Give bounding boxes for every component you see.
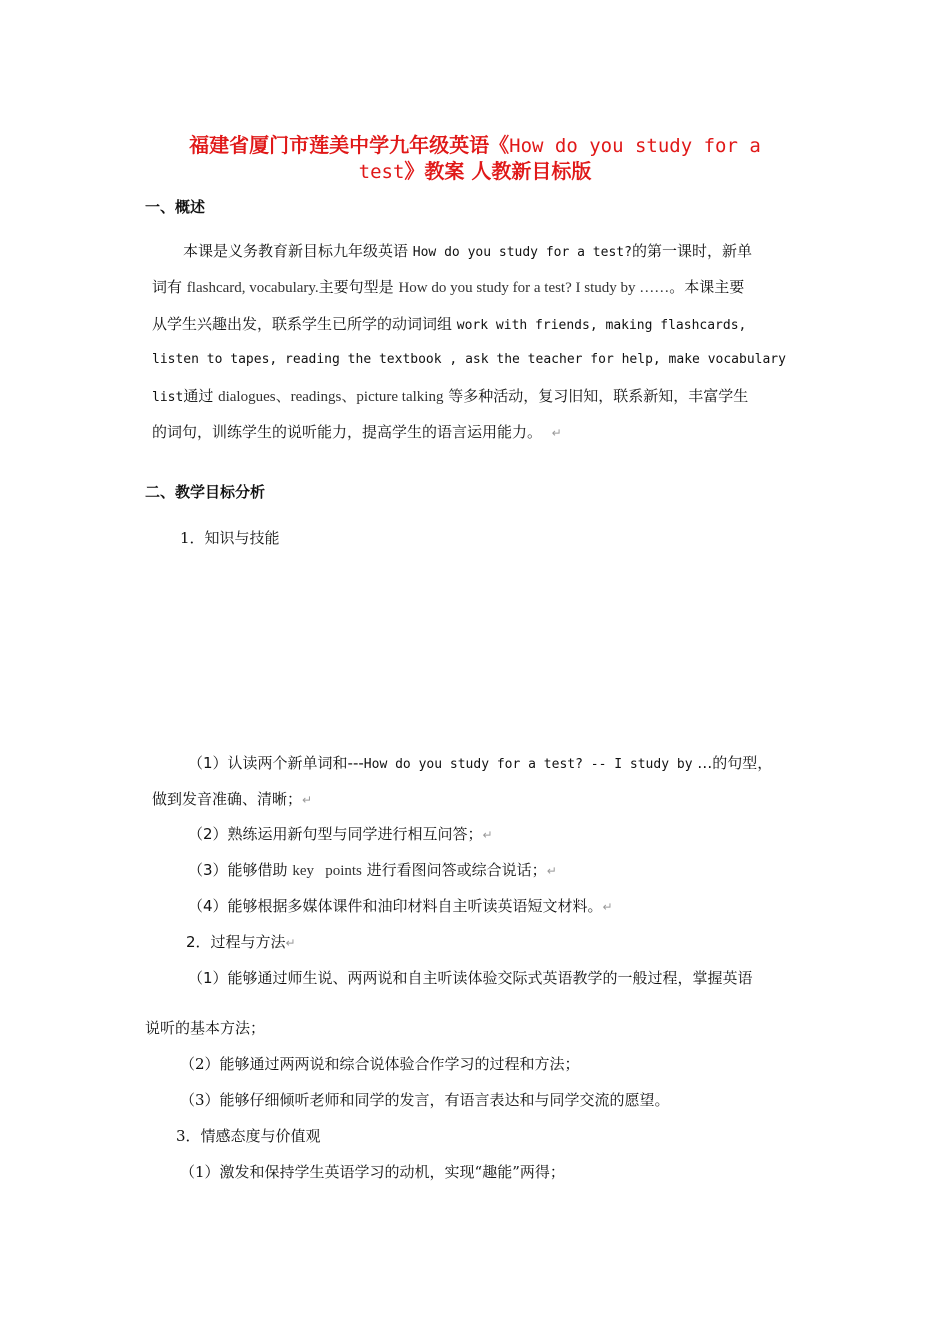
text-run: work with friends, making flashcards, (456, 318, 747, 333)
text-run: 做到发音准确、清晰； (152, 790, 303, 808)
overview-line-4: listen to tapes, reading the textbook , ask the teacher for help, make vocabulary (152, 352, 786, 367)
subheading-knowledge-skills: 1．知识与技能 (180, 529, 280, 547)
text-run: 从学生兴趣出发，联系学生已所学的动词词组 (152, 315, 457, 333)
paragraph-mark-icon: ↵ (482, 828, 493, 842)
title-part-cn1: 福建省厦门市莲美中学九年级英语《 (189, 133, 510, 157)
knowledge-item-2 (188, 823, 493, 846)
title-part-cn2: 》教案 人教新目标版 (404, 159, 592, 183)
paragraph-mark-icon: ↵ (546, 864, 557, 878)
text-run: 的第一课时，新单 (631, 242, 752, 260)
paragraph-mark-icon: ↵ (302, 793, 313, 807)
overview-line-5 (152, 385, 748, 409)
text-run: …的句型， (692, 754, 773, 772)
text-run: 词有 (152, 278, 187, 296)
text-run: 等多种活动，复习旧知，联系新知，丰富学生 (443, 387, 749, 405)
subheading-process-methods (186, 931, 296, 954)
paragraph-mark-icon: ↵ (285, 936, 296, 950)
knowledge-item-1 (188, 752, 772, 776)
text-run: 通过 (183, 387, 219, 405)
title-part-en1: How do you study for a (509, 135, 761, 157)
text-run: 的词句，训练学生的说听能力，提高学生的语言运用能力。 (152, 423, 543, 441)
title-part-en2: test (358, 161, 405, 183)
document-title (150, 133, 800, 185)
subheading-attitudes-values: 3．情感态度与价值观 (176, 1127, 321, 1145)
knowledge-item-1-cont (152, 788, 312, 811)
text-run: How do you study for a test? -- I study by (363, 757, 693, 772)
text-run: flashcard, vocabulary. (186, 280, 319, 296)
text-run: （1）认读两个新单词和--- (188, 754, 364, 772)
text-run: dialogues、readings、picture talking (218, 389, 444, 405)
method-item-1: （1）能够通过师生说、两两说和自主听读体验交际式英语教学的一般过程，掌握英语 (188, 969, 753, 987)
text-run: How do you study for a test? (412, 245, 632, 260)
overview-line-3 (152, 313, 746, 337)
attitude-item-1: （1）激发和保持学生英语学习的动机，实现“趣能”两得； (180, 1163, 565, 1181)
overview-line-2 (152, 276, 744, 299)
text-run: key points (292, 863, 362, 879)
knowledge-item-3 (188, 859, 557, 882)
text-run: （3）能够借助 (188, 861, 293, 879)
overview-line-1 (183, 240, 752, 264)
overview-line-6 (152, 421, 562, 444)
knowledge-item-4 (188, 895, 613, 918)
method-item-3: （3）能够仔细倾听老师和同学的发言，有语言表达和与同学交流的愿望。 (180, 1091, 670, 1109)
paragraph-mark-icon: ↵ (551, 426, 562, 440)
text-run: How do you study for a test? I study by …… (398, 280, 670, 296)
method-item-1-cont: 说听的基本方法； (145, 1019, 266, 1037)
paragraph-mark-icon: ↵ (602, 900, 613, 914)
section-heading-objectives: 二、教学目标分析 (145, 483, 266, 501)
text-run: 主要句型是 (318, 278, 399, 296)
text-run: 2．过程与方法 (186, 933, 286, 951)
text-run: （2）熟练运用新句型与同学进行相互问答； (188, 825, 483, 843)
text-run: 。本课主要 (669, 278, 745, 296)
text-run: 进行看图问答或综合说话； (361, 861, 547, 879)
text-run: list (152, 390, 184, 405)
text-run: （4）能够根据多媒体课件和油印材料自主听读英语短文材料。 (188, 897, 603, 915)
text-run: 本课是义务教育新目标九年级英语 (183, 242, 413, 260)
method-item-2: （2）能够通过两两说和综合说体验合作学习的过程和方法； (180, 1055, 580, 1073)
section-heading-overview: 一、概述 (145, 198, 206, 216)
